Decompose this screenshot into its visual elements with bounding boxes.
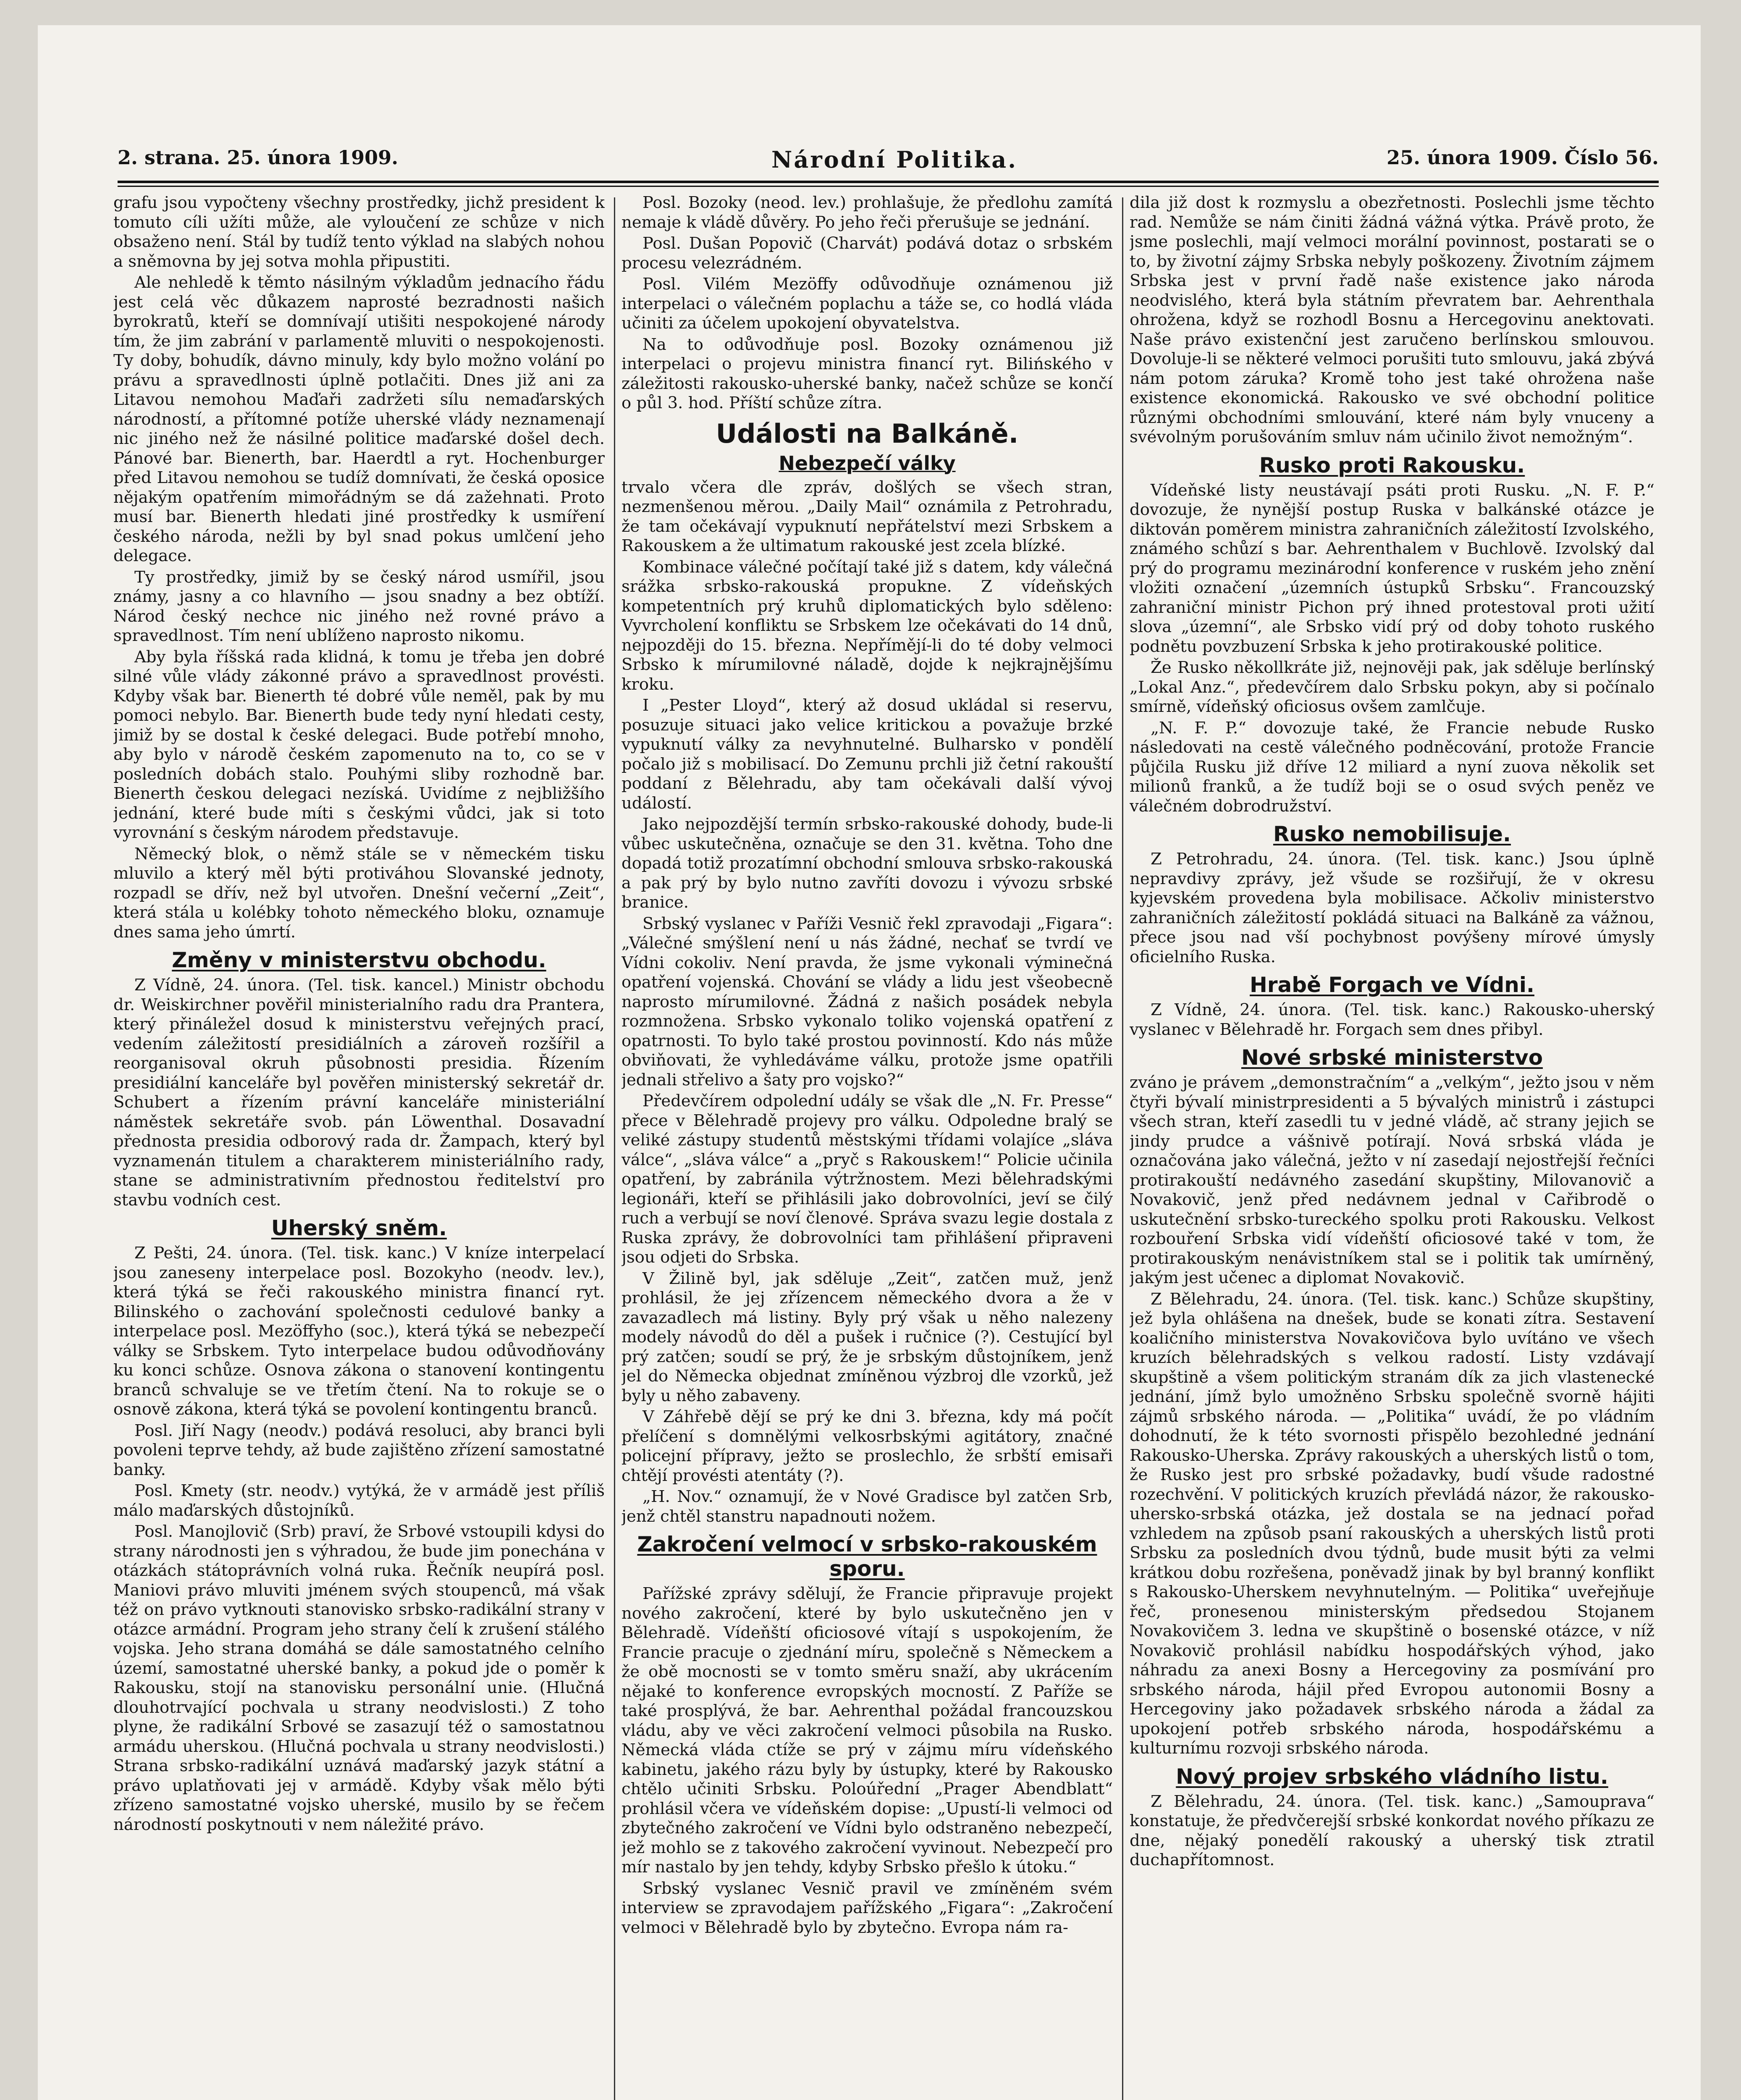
paragraph: Posl. Kmety (str. neodv.) vytýká, že v armádě jest příliš málo maďarských důstojníků. [113,1481,605,1520]
column-divider [1122,197,1123,2100]
paragraph: I „Pester Lloyd“, který až dosud ukládal si reservu, posuzuje situaci jako velice kritickou a považuje brzké vypuknutí války za nevyhnutelné. Bulharsko v pondělí počalo již s mobilisací. Do Zemunu prchli již četní rakouští poddaní z Bělehradu, aby tam očekávali další vývoj událostí. [621,696,1113,813]
paragraph: Pařížské zprávy sdělují, že Francie připravuje projekt nového zakročení, které by bylo uskutečněno jen v Bělehradě. Vídeňští oficiosové vítají s uspokojením, že Francie pracuje o zjednání míru, společně s Německem a že obě mocnosti se v tomto směru snaží, aby ukrácením nějaké to konference evropských mocností. Z Paříže se také prosplývá, že bar. Aehrenthal požádal francouzskou vládu, aby ve věci zakročení velmoci působila na Rusko. Německá vláda ctíže se prý v zájmu míru vídeňského kabinetu, jakého rázu byly by ústupky, které by Rakousko chtělo učiniti Srbsku. Poloúřední „Prager Abendblatt“ prohlásil včera ve vídeňském dopise: „Upustí-li velmoci od zbytečného zakročení ve Vídni bylo odstraněno nebezpečí, jež mohlo se z takového zakročení vyvinout. Nebezpečí pro mír nastalo by jen tehdy, kdyby Srbsko přešlo k útoku.“ [621,1584,1113,1877]
headline-russia-not-mobilizing: Rusko nemobilisuje. [1273,822,1511,846]
headline-hungarian-diet: Uherský sněm. [271,1216,447,1240]
paragraph: Posl. Jiří Nagy (neodv.) podává resoluci, aby branci byli povoleni teprve tehdy, až bude zajištěno zřízení samostatné banky. [113,1421,605,1479]
newspaper-title: Národní Politika. [771,146,1017,173]
paragraph: Kombinace válečné počítají také již s datem, kdy válečná srážka srbsko-rakouská propukne. Z vídeňských kompetentních prý kruhů diplomatických bylo sděleno: Vyvrcholení konfliktu se Srbskem lze očekávati do 14 dnů, nejpozději do 15. března. Nepřímějí-li do té doby velmoci Srbsko k mírumilovné náladě, dojde k nejkrajnějšímu kroku. [621,557,1113,694]
paragraph: Ty prostředky, jimiž by se český národ usmířil, jsou známy, jasny a co hlavního — jsou snadny a bez obtíží. Národ český nechce nic jiného než rovné právo a spravedlnost. Tím není ublíženo naprosto nikomu. [113,567,605,645]
paragraph: Z Bělehradu, 24. února. (Tel. tisk. kanc.) „Samouprava“ konstatuje, že předvčerejší srbské konkordat nového příkazu ze dne, nějaký ponedělí rakouský a uherský tisk ztratil duchapřítomnost. [1130,1792,1654,1869]
paragraph: Posl. Bozoky (neod. lev.) prohlašuje, že předlohu zamítá nemaje k vládě důvěry. Po jeho řeči přerušuje se jednání. [621,193,1113,232]
paragraph: Z Vídně, 24. února. (Tel. tisk. kanc.) Rakousko-uherský vyslanec v Bělehradě hr. Forgach sem dnes přibyl. [1130,1000,1654,1039]
paragraph: Posl. Vilém Mezöffy odůvodňuje oznámenou již interpelaci o válečném poplachu a táže se, co hodlá vláda učiniti za účelem upokojení obyvatelstva. [621,275,1113,333]
paragraph: Posl. Manojlovič (Srb) praví, že Srbové vstoupili kdysi do strany národnosti jen s výhradou, že bude jim ponechána v otázkách státoprávních volná ruka. Řečník neupírá posl. Maniovi právo mluviti jménem svých stoupenců, má však též on právo vytknouti stanovisko srbsko-radikální strany v otázce armádní. Program jeho strany čelí k zrušení stálého vojska. Jeho strana domáhá se dále samostatného celního území, samostatné uherské banky, a pokud jde o poměr k Rakousku, stojí na stanovisku personální unie. (Hlučná dlouhotrvající pochvala u strany neodvislosti.) Z toho plyne, že radikální Srbové se zasazují též o samostatnou armádu uherskou. (Hlučná pochvala u strany neodvislosti.) Strana srbsko-radikální uznává maďarský jazyk státní a právo uplatňovati jej v armádě. Kdyby však mělo býti zřízeno samostatné vojsko uherské, musilo by se řečem národností poskytnouti v nem náležité právo. [113,1522,605,1834]
paragraph: zváno je právem „demonstračním“ a „velkým“, ježto jsou v něm čtyři bývalí ministrpresidenti a 5 bývalých ministrů i zástupci všech stran, kteří zasedli tu v jedné vládě, ač strany jejich se jindy prudce a vášnivě potírají. Nová srbská vláda je označována jako válečná, ježto v ní zasedají nejostřejší řečníci protirakouští nedávného zasedání skupštiny, Milovanovič a Novakovič, jenž před nedávnem jednal v Cařibrodě o uskutečnění srbsko-tureckého spolku proti Rakousku. Velkost rozbouření Srbska vidí vídeňští oficiosové také v tom, že protirakouským nenávistníkem stal se i politik tak umírněný, jakým jest učenec a diplomat Novakovič. [1130,1073,1654,1287]
paragraph: Z Petrohradu, 24. února. (Tel. tisk. kanc.) Jsou úplně nepravdivy zprávy, jež všude se rozšiřují, že v okresu kyjevském provedena byla mobilisace. Ačkoliv ministerstvo zahraničních záležitostí pokládá situaci na Balkáně za vážnou, přece jsou nad vší pochybnost povýšeny mírové úmysly oficielního Ruska. [1130,850,1654,966]
headline-great-powers-intervention: Zakročení velmocí v srbsko-rakouském sporu. [637,1532,1097,1581]
headline-russia-vs-austria: Rusko proti Rakousku. [1259,453,1525,478]
paragraph: trvalo včera dle zpráv, došlých se všech stran, nezmenšenou měrou. „Daily Mail“ oznámila z Petrohradu, že tam očekávají vypuknutí nepřátelství mezi Srbskem a Rakouskem a že ultimatum rakouské jest zcela blízké. [621,478,1113,555]
paragraph: Na to odůvodňuje posl. Bozoky oznámenou již interpelaci o projevu ministra financí ryt. Bilińského v záležitosti rakousko-uherské banky, načež schůze se končí o půl 3. hod. Příští schůze zítra. [621,335,1113,412]
paragraph: dila již dost k rozmyslu a obezřetnosti. Poslechli jsme těchto rad. Nemůže se nám činiti žádná vážná výtka. Právě proto, že jsme poslechli, mají velmoci morální povinnost, postarati se o to, by životní zájmy Srbska nebyly poškozeny. Životním zájmem Srbska jest v první řadě naše existence jako národa neodvislého, která byla státním převratem bar. Aehrenthala ohrožena, když se rozhodl Bosnu a Hercegovinu anektovati. Naše právo existenční jest zaručeno berlínskou smlouvou. Dovoluje-li se některé velmoci porušiti tuto smlouvu, jaká zbývá nám potom záruka? Kromě toho jest také ohrožena naše existence ekonomická. Rakousko ve své obchodní politice různými obchodními smlouvání, které nám byly vnuceny a svévolným porušováním smluv nám učinilo život nemožným“. [1130,193,1654,446]
column-3 [1130,193,1654,2100]
paragraph: Z Vídně, 24. února. (Tel. tisk. kancel.) Ministr obchodu dr. Weiskirchner pověřil ministerialního radu dra Prantera, který přináležel dosud k ministerstvu veřejných prací, vedením záležitostí presidiálních a zároveň rozšířil a reorganisoval okruh působnosti presidia. Řízením presidiální kanceláře byl pověřen ministerský sekretář dr. Schubert a řízením právní kanceláře ministeriální náměstek sekretáře svob. pán Löwenthal. Dosavadní přednosta presidia odborový rada dr. Žampach, který byl vyznamenán titulem a charakterem ministeriálního rady, stane se administrativním přednostou ředitelství pro stavbu vodních cest. [113,976,605,1210]
paragraph: Aby byla říšská rada klidná, k tomu je třeba jen dobré silné vůle vlády zákonné právo a spravedlnost provésti. Kdyby však bar. Bienerth té dobré vůle neměl, pak by mu pomoci nebylo. Bar. Bienerth bude tedy nyní hledati cesty, jimiž by se dostal k české delegaci. Bude potřebí mnoho, aby bylo v národě českém zapomenuto na to, co se v posledních dobách stalo. Pouhými sliby rozhodně bar. Bienerth českou delegaci nezíská. Uvidíme z nejbližšího jednání, které bude míti s českými vůdci, jak si toto vyrovnání s českým národem představuje. [113,647,605,842]
newspaper-page [38,25,1701,2100]
paragraph: Jako nejpozdější termín srbsko-rakouské dohody, bude-li vůbec uskutečněna, označuje se den 31. května. Toho dne dopadá totiž prozatímní obchodní smlouva srbsko-rakouská a pak prý by bylo nutno zavříti dovozu i vývozu srbské branice. [621,815,1113,912]
headline-new-serbian-ministry: Nové srbské ministerstvo [1241,1045,1543,1070]
issue-date-number: 25. února 1909. Číslo 56. [1387,146,1659,169]
paragraph: Srbský vyslanec Vesnič pravil ve zmíněném svém interview se zpravodajem pařížského „Figara“: „Zakročení velmoci v Bělehradě bylo by zbytečno. Evropa nám ra- [621,1879,1113,1937]
paragraph: Že Rusko někollkráte již, nejnověji pak, jak sděluje berlínský „Lokal Anz.“, předevčírem dalo Srbsku pokyn, aby si počínalo smírně, vídeňský oficiosus ovšem zamlčuje. [1130,658,1654,716]
paragraph: Z Bělehradu, 24. února. (Tel. tisk. kanc.) Schůze skupštiny, jež byla ohlášena na dnešek, bude se konati zítra. Sestavení koaličního ministerstva Novakovičova bylo uvítáno ve všech kruzích bělehradských s velkou radostí. Listy vzdávají skupštině a všem politickým stranám dík za jich vlastenecké jednání, jímž bylo umožněno Srbsku společně svorně hájiti zájmů srbského národa. — „Politika“ uvádí, že po vládním dohodnutí, že k této svornosti přispělo bezohledné jednání Rakousko-Uherska. Zprávy rakouských a uherských listů o tom, že Rusko jest pro srbské požadavky, budí všude radostné rozechvění. V politických kruzích převládá názor, že rakousko-uhersko-srbská otázka, jež dostala se na jednací pořad vzhledem na způsob psaní rakouských a uherských listů proti Srbsku za posledních dvou týdnů, bude musit býti za velmi krátkou dobu rozřešena, poněvadž jinak by byl branný konflikt s Rakousko-Uherskem nevyhnutelným. — Politika“ uveřejňuje řeč, pronesenou ministerským předsedou Stojanem Novakovičem 3. ledna ve skupštině o bosenské otázce, v níž Novakovič prohlásil nabídku hospodářských výhod, jako náhradu za anexi Bosny a Hercegoviny za posmívání pro srbského národa, hájil před Evropou autonomii Bosny a Hercegoviny jako požadavek srbského národa a žádal za upokojení potřeb srbského národa, hospodářskému a kulturnímu rozvoji srbského národa. [1130,1289,1654,1758]
paragraph: Předevčírem odpolední udály se však dle „N. Fr. Presse“ přece v Bělehradě projevy pro válku. Odpoledne bralý se veliké zástupy studentů městskými třídami volajíce „sláva válce“, „sláva válce“ a „pryč s Rakouskem!“ Policie učinila opatření, by zabránila výtržnostem. Mezi bělehradskými legionáři, kteří se přihlásili jako dobrovolníci, jeví se čilý ruch a verbují se noví členové. Správa svazu legie dostala z Ruska zprávy, že dobrovolníci tam přihlášení připraveni jsou odjeti do Srbska. [621,1092,1113,1267]
paragraph: V Žilině byl, jak sděluje „Zeit“, zatčen muž, jenž prohlásil, že jej zřízencem německého dvora a že v zavazadlech má listiny. Byly prý však u něho nalezeny modely návodů do děl a pušek i ručnice (?). Cestující byl prý zatčen; soudí se prý, že je srbským důstojníkem, jenž jel do Německa objednat zmíněnou výzbroj dle vzorků, jež byly u něho zabaveny. [621,1269,1113,1405]
paragraph: Posl. Dušan Popovič (Charvát) podává dotaz o srbském procesu velezrádném. [621,234,1113,273]
headline-count-forgach: Hrabě Forgach ve Vídni. [1250,973,1534,997]
column-2 [621,193,1113,2100]
page-number-date: 2. strana. 25. února 1909. [118,146,399,169]
headline-ministry-changes: Změny v ministerstvu obchodu. [172,948,546,972]
paragraph: Vídeňské listy neustávají psáti proti Rusku. „N. F. P.“ dovozuje, že nynější postup Ruska v balkánské otázce je diktován poměrem ministra zahraničních záležitostí Izvolského, známého schůzí s bar. Aehrenthalem v Buchlově. Izvolský dal prý do programu mezinárodní konference v ruském jeho znění vložiti označení „územních ústupků Srbsku“. Francouzský zahraniční ministr Pichon prý ihned protestoval proti užití slova „územní“, ale Srbsko vidí prý od doby tohoto ruského podnětu povzbuzení Srbska k jeho protirakouské politice. [1130,480,1654,656]
paragraph: Z Pešti, 24. února. (Tel. tisk. kanc.) V kníze interpelací jsou zaneseny interpelace posl. Bozokyho (neodv. lev.), která týká se řeči rakouského ministra financí ryt. Bilinského o zachování společnosti cedulové banky a interpelace posl. Mezöffyho (soc.), která týká se nebezpečí války se Srbskem. Tyto interpelace budou odůvodňovány ku konci schůze. Osnova zákona o stanovení kontingentu branců schvaluje se ve třetím čtení. Na to rokuje se o osnově zákona, která týká se povolení kontingentu branců. [113,1244,605,1419]
column-divider [614,197,615,2100]
paragraph: Ale nehledě k těmto násilným výkladům jednacího řádu jest celá věc důkazem naprosté bezradnosti našich byrokratů, kteří se domnívají utišiti nespokojené národy tím, že jim zabrání v parlamentě mluviti o nespokojenosti. Ty doby, bohudík, dávno minuly, kdy bylo možno volání po právu a spravedlnosti úplně potlačiti. Dnes již ani za Litavou nemohou Maďaři zadržeti sílu nemaďarských národností, a přítomné potíže uherské vlády neznamenají nic jiného než že násilné politice maďarské došel dech. Pánové bar. Bienerth, bar. Haerdtl a ryt. Hochenburger před Litavou nemohou se tudíž domnívati, že česká oposice nějakým opatřením mimořádným se dá zažehnati. Proto musí bar. Bienerth hledati jiné prostředky k usmíření českého národa, nežli by byl snad pokus umlčení jeho delegace. [113,273,605,565]
paragraph: Srbský vyslanec v Paříži Vesnič řekl zpravodaji „Figara“: „Válečné smýšlení není u nás žádné, nechať se tvrdí ve Vídni cokoliv. Není pravda, že jsme vykonali výminečná opatření vojenská. Chování se vlády a lidu jest všeobecně naprosto mírumilovné. Žádná z našich posádek nebyla rozmnožena. Srbsko vykonalo toliko vojenská opatření z opatrnosti. To bylo také prostou povinností. Kdo nás může obviňovati, že vyhledáváme válku, protože jsme opatřili jednali střelivo a šaty pro vojsko?“ [621,914,1113,1089]
paragraph: „N. F. P.“ dovozuje také, že Francie nebude Rusko následovati na cestě válečného podněcování, protože Francie půjčila Rusku již dříve 12 miliard a nyní zuova několik set milionů franků, a že tudíž boji se o osud svých peněz ve válečném dobrodružství. [1130,718,1654,816]
paragraph: „H. Nov.“ oznamují, že v Nové Gradisce byl zatčen Srb, jenž chtěl stanstru napadnouti nožem. [621,1487,1113,1526]
column-1 [113,193,605,2100]
paragraph: grafu jsou vypočteny všechny prostředky, jichž president k tomuto cíli užíti může, ale vyloučení ze schůze v nich obsaženo není. Stál by tudíž tento výklad na slabých nohou a sněmovna by jej sotva mohla připustiti. [113,193,605,271]
subheadline-war-danger: Nebezpečí války [779,452,956,475]
header-rule [118,181,1659,187]
headline-balkan-events: Události na Balkáně. [716,418,1019,449]
paragraph: Německý blok, o němž stále se v německém tisku mluvilo a který měl býti protiváhou Slovanské jednoty, rozpadl se dřív, než byl utvořen. Dnešní večerní „Zeit“, která stála u kolébky tohoto německého bloku, oznamuje dnes sama jeho úmrtí. [113,844,605,942]
paragraph: V Záhřebě dějí se prý ke dni 3. března, kdy má počít přelíčení s domnělými velkosrbskými agitátory, značné policejní přípravy, ježto se proslechlo, že srbští emisaři chtějí provésti atentáty (?). [621,1407,1113,1485]
headline-serbian-government-paper: Nový projev srbského vládního listu. [1176,1764,1608,1789]
